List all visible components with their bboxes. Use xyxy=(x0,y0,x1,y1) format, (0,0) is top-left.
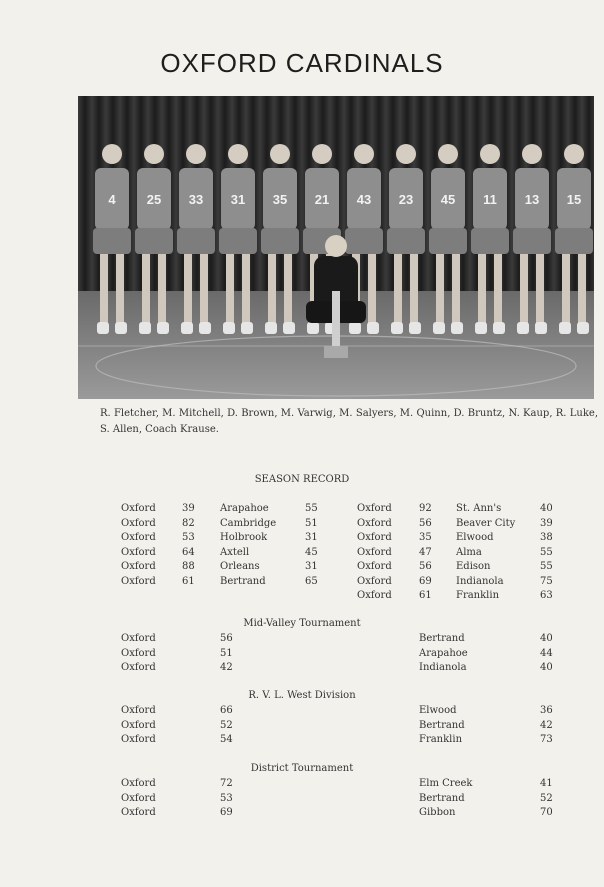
team-score: 54 xyxy=(220,734,233,745)
jersey-number: 33 xyxy=(188,192,204,207)
opponent-name: Holbrook xyxy=(220,532,268,543)
opponent-score: 31 xyxy=(305,532,318,543)
opponent-score: 38 xyxy=(540,532,553,543)
team-score: 72 xyxy=(220,778,233,789)
opponent-name: Bertrand xyxy=(419,633,465,644)
opponent-score: 51 xyxy=(305,517,318,529)
opponent-score: 52 xyxy=(540,792,553,804)
jersey-number: 31 xyxy=(230,192,246,207)
team-name: Oxford xyxy=(121,734,156,745)
opponent-name: Orleans xyxy=(220,561,260,572)
team-score: 56 xyxy=(419,517,432,529)
opponent-name: Gibbon xyxy=(419,807,456,818)
team-name: Oxford xyxy=(121,503,156,514)
team-name: Oxford xyxy=(121,662,156,673)
opponent-name: Arapahoe xyxy=(419,647,468,659)
opponent-name: St. Ann's xyxy=(456,503,502,514)
team-name: Oxford xyxy=(121,705,156,716)
team-name: Oxford xyxy=(121,792,156,804)
jersey-number: 43 xyxy=(356,192,372,207)
opponent-name: Cambridge xyxy=(220,517,277,529)
team-score: 61 xyxy=(182,575,195,587)
team-name: Oxford xyxy=(121,719,156,731)
jersey-number: 21 xyxy=(314,192,330,207)
team-name: Oxford xyxy=(121,647,156,659)
team-name: Oxford xyxy=(357,590,392,601)
opponent-name: Elwood xyxy=(419,705,457,716)
section-heading: Mid-Valley Tournament xyxy=(243,618,361,629)
opponent-name: Bertrand xyxy=(220,575,266,587)
team-score: 42 xyxy=(220,662,233,673)
opponent-score: 31 xyxy=(305,561,318,572)
jersey-number: 23 xyxy=(398,192,414,207)
team-score: 88 xyxy=(182,561,195,572)
team-photo-image xyxy=(78,96,594,399)
opponent-score: 55 xyxy=(540,561,553,572)
team-name: Oxford xyxy=(357,561,392,572)
team-score: 47 xyxy=(419,546,432,558)
opponent-score: 40 xyxy=(540,662,553,673)
team-name: Oxford xyxy=(357,532,392,543)
team-score: 53 xyxy=(220,792,233,804)
opponent-score: 63 xyxy=(540,590,553,601)
section-heading: District Tournament xyxy=(250,763,354,774)
team-score: 39 xyxy=(182,503,195,514)
opponent-name: Bertrand xyxy=(419,792,465,804)
jersey-number: 13 xyxy=(524,192,540,207)
team-name: Oxford xyxy=(121,532,156,543)
team-score: 52 xyxy=(220,719,233,731)
opponent-name: Indianola xyxy=(456,575,504,587)
opponent-score: 39 xyxy=(540,517,553,529)
team-score: 66 xyxy=(220,705,233,716)
team-score: 51 xyxy=(220,647,233,659)
team-score: 69 xyxy=(419,575,432,587)
team-score: 56 xyxy=(220,633,233,644)
team-name: Oxford xyxy=(357,503,392,514)
opponent-name: Edison xyxy=(456,561,491,572)
opponent-name: Bertrand xyxy=(419,719,465,731)
section-heading: R. V. L. West Division xyxy=(248,690,356,701)
opponent-score: 44 xyxy=(540,647,553,659)
team-name: Oxford xyxy=(121,778,156,789)
jersey-number: 11 xyxy=(483,192,497,207)
opponent-name: Axtell xyxy=(220,546,250,558)
team-score: 35 xyxy=(419,532,432,543)
opponent-name: Alma xyxy=(456,546,482,558)
jersey-number: 25 xyxy=(146,192,162,207)
opponent-score: 42 xyxy=(540,719,553,731)
photo-caption: R. Fletcher, M. Mitchell, D. Brown, M. Varwig, M. Salyers, M. Quinn, D. Bruntz, N. Kaup, R. Luke, S. Allen, Coach Krause. xyxy=(100,408,598,435)
opponent-name: Franklin xyxy=(456,590,500,601)
team-name: Oxford xyxy=(121,517,156,529)
team-score: 56 xyxy=(419,561,432,572)
team-name: Oxford xyxy=(121,633,156,644)
opponent-name: Arapahoe xyxy=(220,503,269,514)
team-score: 53 xyxy=(182,532,195,543)
team-score: 92 xyxy=(419,503,432,514)
team-score: 61 xyxy=(419,590,432,601)
opponent-name: Elwood xyxy=(456,532,494,543)
page-title: OXFORD CARDINALS xyxy=(160,48,444,78)
opponent-score: 45 xyxy=(305,546,318,558)
team-score: 64 xyxy=(182,546,195,558)
jersey-number: 15 xyxy=(566,192,582,207)
jersey-number: 4 xyxy=(108,192,116,207)
opponent-score: 75 xyxy=(540,575,553,587)
opponent-score: 40 xyxy=(540,633,553,644)
team-photo xyxy=(78,96,594,399)
opponent-score: 36 xyxy=(540,705,553,716)
team-score: 82 xyxy=(182,517,195,529)
opponent-name: Beaver City xyxy=(456,517,516,529)
opponent-score: 65 xyxy=(305,575,318,587)
team-name: Oxford xyxy=(357,575,392,587)
team-name: Oxford xyxy=(357,546,392,558)
opponent-score: 55 xyxy=(305,503,318,514)
opponent-score: 73 xyxy=(540,734,553,745)
opponent-name: Elm Creek xyxy=(419,778,473,789)
opponent-score: 40 xyxy=(540,503,553,514)
opponent-score: 55 xyxy=(540,546,553,558)
opponent-score: 41 xyxy=(540,778,553,789)
team-name: Oxford xyxy=(121,546,156,558)
team-name: Oxford xyxy=(121,575,156,587)
jersey-number: 35 xyxy=(272,192,288,207)
opponent-name: Franklin xyxy=(419,734,463,745)
jersey-number: 45 xyxy=(440,192,456,207)
team-score: 69 xyxy=(220,807,233,818)
team-name: Oxford xyxy=(121,807,156,818)
opponent-score: 70 xyxy=(540,807,553,818)
section-heading: SEASON RECORD xyxy=(254,474,350,485)
team-name: Oxford xyxy=(121,561,156,572)
team-name: Oxford xyxy=(357,517,392,529)
opponent-name: Indianola xyxy=(419,662,467,673)
